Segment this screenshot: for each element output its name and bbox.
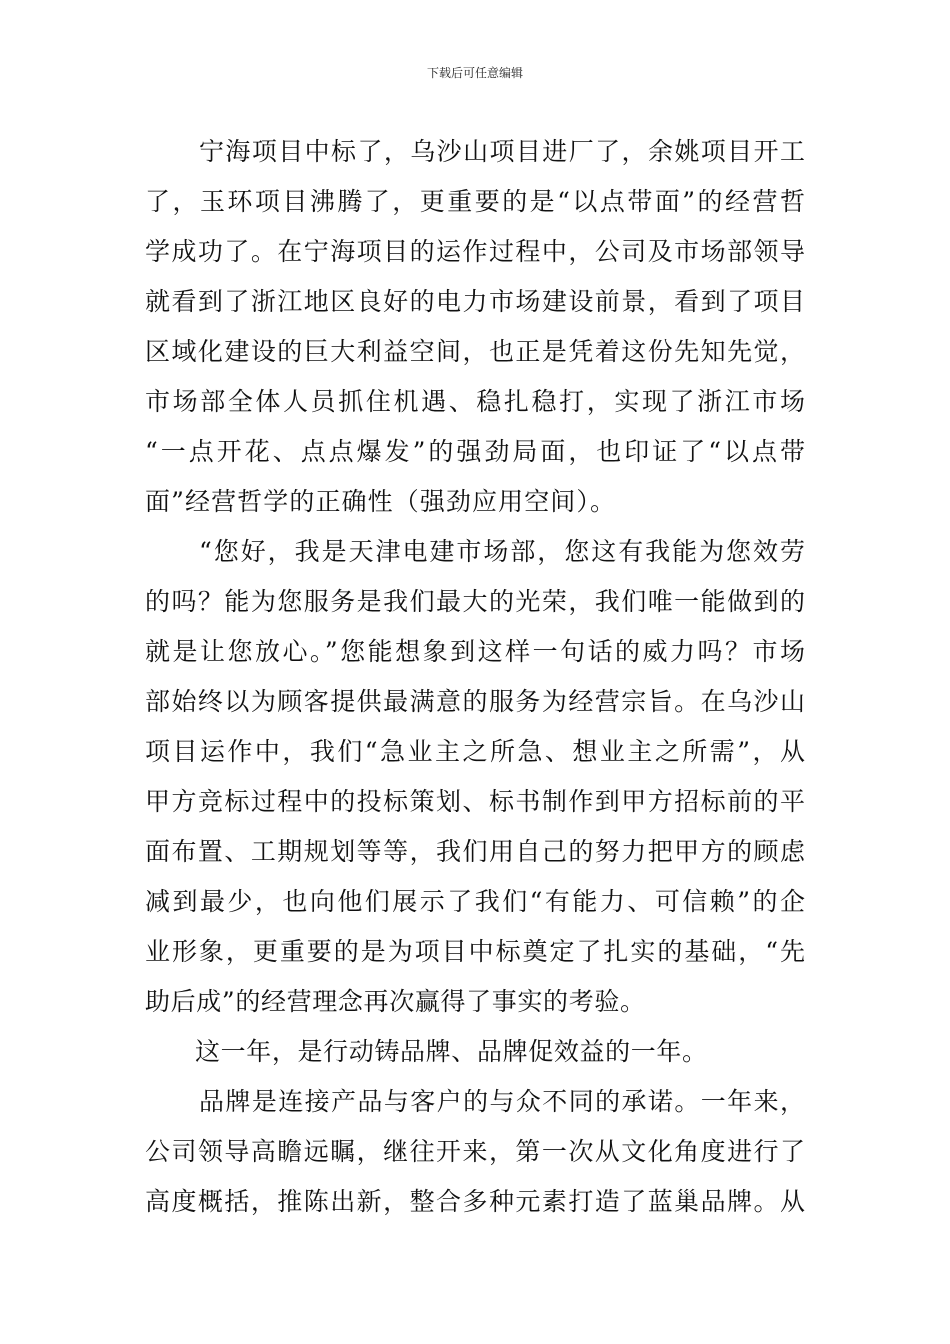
text-line: 学成功了。在宁海项目的运作过程中，公司及市场部领导 [145,237,807,266]
text-line: 业形象，更重要的是为项目中标奠定了扎实的基础，“先 [145,937,807,966]
text-line: 就是让您放心。”您能想象到这样一句话的威力吗？市场 [145,637,808,666]
text-line: 面”经营哲学的正确性（强劲应用空间）。 [145,487,617,516]
text-line: 区域化建设的巨大利益空间，也正是凭着这份先知先觉， [145,337,807,366]
text-line: 面布置、工期规划等等，我们用自己的努力把甲方的顾虑 [145,837,807,866]
text-line: 就看到了浙江地区良好的电力市场建设前景，看到了项目 [145,287,807,316]
text-line: “一点开花、点点爆发”的强劲局面，也印证了“以点带 [145,437,808,466]
page-header: 下载后可任意编辑 [426,66,523,80]
text-line: 公司领导高瞻远瞩，继往开来，第一次从文化角度进行了 [145,1137,807,1166]
text-line: 项目运作中，我们“急业主之所急、想业主之所需”，从 [145,737,808,766]
text-line: 高度概括，推陈出新，整合多种元素打造了蓝巢品牌。从 [145,1187,807,1216]
text-line: 了，玉环项目沸腾了，更重要的是“以点带面”的经营哲 [145,187,808,216]
text-line: 宁海项目中标了，乌沙山项目进厂了，余姚项目开工 [199,137,807,166]
text-line: 助后成”的经营理念再次赢得了事实的考验。 [145,987,646,1016]
text-line: 部始终以为顾客提供最满意的服务为经营宗旨。在乌沙山 [145,687,807,716]
text-line: “您好，我是天津电建市场部，您这有我能为您效劳 [199,537,807,566]
text-line: 减到最少，也向他们展示了我们“有能力、可信赖”的企 [145,887,808,916]
text-line: 品牌是连接产品与客户的与众不同的承诺。一年来， [199,1087,807,1116]
text-line: 的吗？能为您服务是我们最大的光荣，我们唯一能做到的 [145,587,807,616]
text-line: 甲方竞标过程中的投标策划、标书制作到甲方招标前的平 [145,787,807,816]
text-line: 这一年，是行动铸品牌、品牌促效益的一年。 [195,1037,708,1066]
text-line: 市场部全体人员抓住机遇、稳扎稳打，实现了浙江市场 [145,387,808,416]
